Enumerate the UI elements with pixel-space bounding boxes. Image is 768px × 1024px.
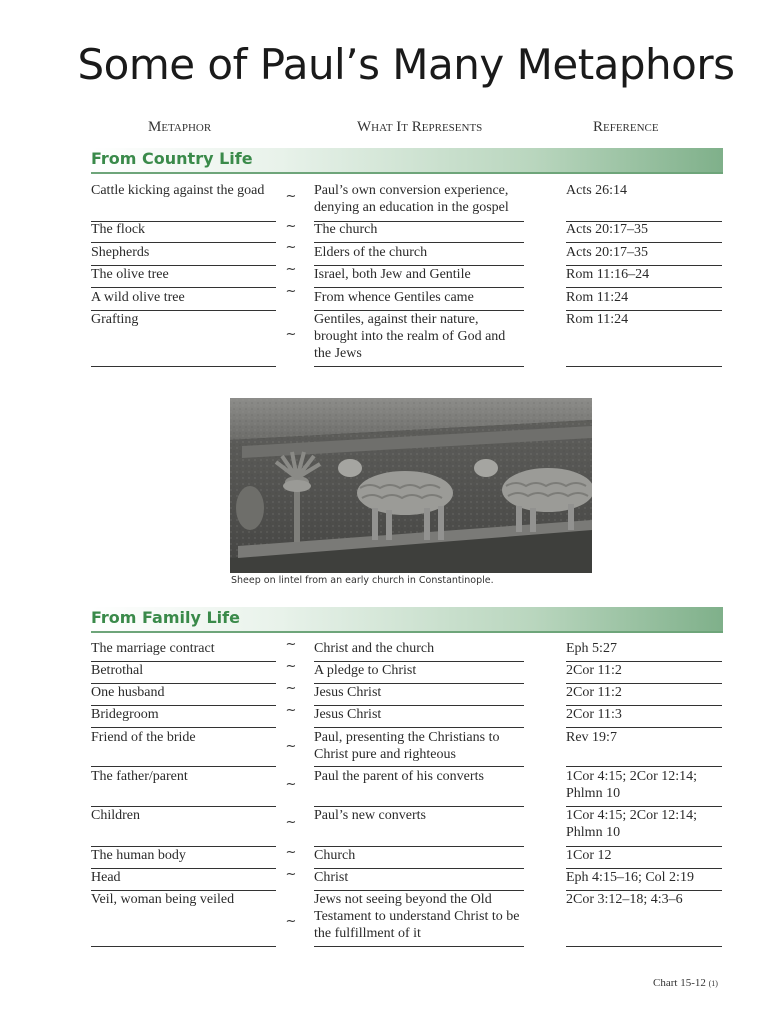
metaphor-cell: Shepherds (91, 242, 276, 266)
represents-cell: Jesus Christ (314, 704, 524, 728)
reference-cell: 2Cor 11:2 (566, 682, 722, 706)
metaphor-cell: The flock (91, 219, 276, 243)
reference-cell: 2Cor 11:3 (566, 704, 722, 728)
tilde-separator: ~ (285, 327, 297, 342)
sheep-lintel-photo (230, 398, 592, 573)
chart-label: Chart 15-12 (653, 977, 706, 989)
sheep-lintel-illustration (230, 398, 592, 573)
tilde-separator: ~ (285, 914, 297, 929)
metaphor-cell: Cattle kicking against the goad (91, 180, 276, 222)
metaphor-cell: Head (91, 867, 276, 891)
tilde-separator: ~ (285, 219, 297, 234)
tilde-separator: ~ (285, 703, 297, 718)
metaphor-cell: Children (91, 805, 276, 847)
metaphor-cell: Bridegroom (91, 704, 276, 728)
metaphor-cell: Grafting (91, 309, 276, 367)
section-title: From Family Life (91, 608, 240, 627)
represents-cell: Gentiles, against their nature, brought into the realm of God and the Jews (314, 309, 524, 367)
reference-cell: Acts 26:14 (566, 180, 722, 222)
reference-cell: Rom 11:16–24 (566, 264, 722, 288)
chart-part: (1) (708, 979, 718, 988)
tilde-separator: ~ (285, 262, 297, 277)
tilde-separator: ~ (285, 815, 297, 830)
column-header-what-it-represents: What It Represents (357, 119, 483, 135)
tilde-separator: ~ (285, 867, 297, 882)
represents-cell: Jesus Christ (314, 682, 524, 706)
page-title: Some of Paul’s Many Metaphors (77, 40, 735, 89)
represents-cell: A pledge to Christ (314, 660, 524, 684)
metaphor-cell: The human body (91, 845, 276, 869)
metaphor-cell: The father/parent (91, 766, 276, 807)
tilde-separator: ~ (285, 189, 297, 204)
column-header-metaphor: Metaphor (148, 119, 212, 135)
reference-cell: Acts 20:17–35 (566, 219, 722, 243)
tilde-separator: ~ (285, 845, 297, 860)
represents-cell: Church (314, 845, 524, 869)
represents-cell: Christ and the church (314, 638, 524, 662)
photo-caption: Sheep on lintel from an early church in Constantinople. (231, 575, 494, 586)
reference-cell: Eph 5:27 (566, 638, 722, 662)
tilde-separator: ~ (285, 659, 297, 674)
reference-cell: Rev 19:7 (566, 727, 722, 767)
section-header-country-life (91, 148, 723, 174)
represents-cell: Elders of the church (314, 242, 524, 266)
reference-cell: 2Cor 3:12–18; 4:3–6 (566, 889, 722, 947)
tilde-separator: ~ (285, 739, 297, 754)
tilde-separator: ~ (285, 240, 297, 255)
tilde-separator: ~ (285, 777, 297, 792)
represents-cell: The church (314, 219, 524, 243)
represents-cell: Christ (314, 867, 524, 891)
metaphor-cell: Betrothal (91, 660, 276, 684)
section-title: From Country Life (91, 149, 253, 168)
column-header-reference: Reference (593, 119, 659, 135)
represents-cell: Paul the parent of his converts (314, 766, 524, 807)
tilde-separator: ~ (285, 637, 297, 652)
reference-cell: 1Cor 4:15; 2Cor 12:14; Phlmn 10 (566, 766, 722, 807)
reference-cell: Rom 11:24 (566, 287, 722, 311)
metaphor-cell: The olive tree (91, 264, 276, 288)
reference-cell: Acts 20:17–35 (566, 242, 722, 266)
metaphor-cell: The marriage contract (91, 638, 276, 662)
represents-cell: Paul’s own conversion experience, denying an education in the gospel (314, 180, 524, 222)
represents-cell: From whence Gentiles came (314, 287, 524, 311)
metaphor-cell: Friend of the bride (91, 727, 276, 767)
metaphor-cell: One husband (91, 682, 276, 706)
represents-cell: Jews not seeing beyond the Old Testament to understand Christ to be the fulfillment of it (314, 889, 524, 947)
tilde-separator: ~ (285, 284, 297, 299)
reference-cell: Eph 4:15–16; Col 2:19 (566, 867, 722, 891)
represents-cell: Paul, presenting the Christians to Christ pure and righteous (314, 727, 524, 767)
chart-number (653, 977, 718, 989)
reference-cell: 1Cor 4:15; 2Cor 12:14; Phlmn 10 (566, 805, 722, 847)
reference-cell: 1Cor 12 (566, 845, 722, 869)
represents-cell: Paul’s new converts (314, 805, 524, 847)
section-header-family-life (91, 607, 723, 633)
tilde-separator: ~ (285, 681, 297, 696)
reference-cell: Rom 11:24 (566, 309, 722, 367)
represents-cell: Israel, both Jew and Gentile (314, 264, 524, 288)
reference-cell: 2Cor 11:2 (566, 660, 722, 684)
metaphor-cell: Veil, woman being veiled (91, 889, 276, 947)
metaphor-cell: A wild olive tree (91, 287, 276, 311)
